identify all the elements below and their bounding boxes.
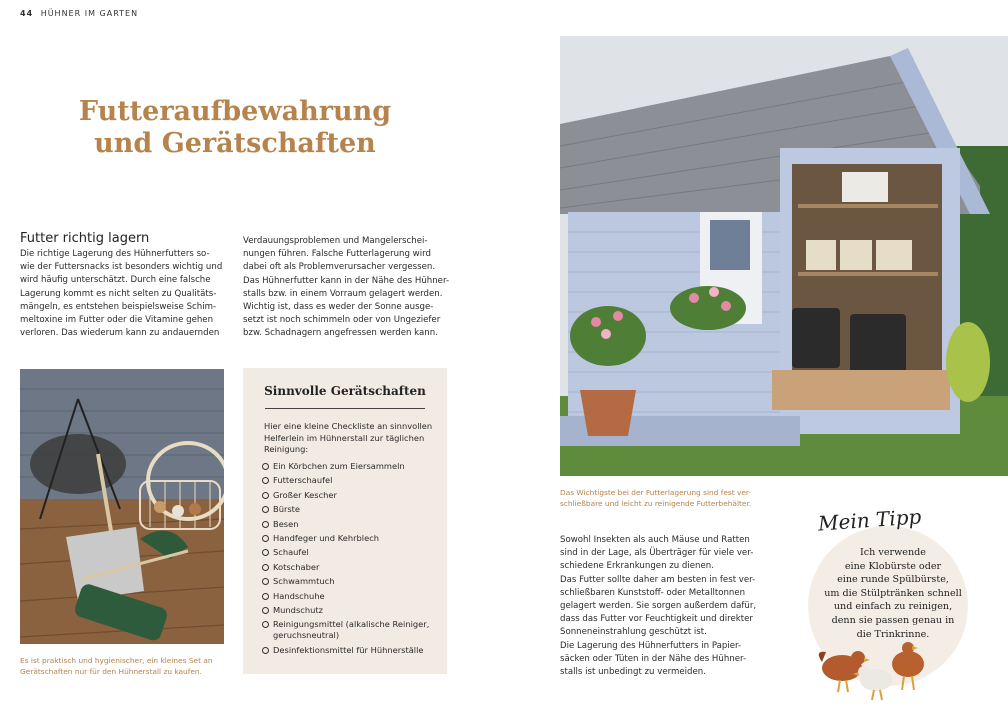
checklist [262,461,429,659]
text-line: wird häufig unterschätzt. Durch eine falsche [20,275,211,286]
tipp-line: Ich verwende [860,547,926,558]
caption-line: Das Wichtigste bei der Futterlagerung sind fest ver- [560,488,752,497]
caption-line: Es ist praktisch und hygienischer, ein kleines Set an [20,656,213,665]
circle-bullet-icon [262,578,269,585]
checklist-item-label: Handfeger und Kehrblech [273,532,380,543]
chickens-illustration [812,640,932,702]
checklist-item-label: Schaufel [273,547,309,558]
tipp-line: die Trinkrinne. [856,628,930,640]
caption-line: schließbare und leicht zu reinigende Futterbehälter. [560,499,752,508]
checklist-item [262,619,429,641]
checklist-item [262,576,429,587]
checklist-item-label: geruchsneutral) [273,630,340,641]
checklist-item [262,591,429,602]
page-number: 44 [20,9,34,18]
tipp-line: denn sie passen genau in [831,614,955,626]
body-column-1 [20,248,230,340]
circle-bullet-icon [262,535,269,542]
checklist-divider [265,408,425,409]
checklist-item-label: Bürste [273,504,301,515]
checklist-item [262,533,429,544]
text-line: Wichtig ist, dass es weder der Sonne ausge- [243,302,434,313]
text-line: stalls ist unbedingt zu vermeiden. [560,667,706,678]
tipp-line: eine Klobürste oder [844,560,942,572]
checklist-item-label: Mundschutz [273,604,323,615]
text-line: verloren. Das wiederum kann zu andauernden [20,328,220,339]
text-line: Das Futter sollte daher am besten in fest ver- [560,574,756,585]
text-line: säcken oder Tüten in der Nähe des Hühner- [560,653,747,664]
intro-line: Helferlein im Hühnerstall zur täglichen [264,432,425,443]
tipp-text [808,546,978,641]
text-line: Lagerung kommt es nicht selten zu Qualitäts- [20,288,217,299]
checklist-item [262,490,429,501]
circle-bullet-icon [262,549,269,556]
text-line: Die richtige Lagerung des Hühnerfutters so- [20,249,210,259]
checklist-item [262,461,429,472]
checklist-item [262,605,429,616]
text-line: Das Hühnerfutter kann in der Nähe des Hühner- [243,275,450,286]
tipp-line: um die Stülptränken schnell [824,587,962,599]
page-title [60,96,410,160]
checklist-title: Sinnvolle Gerätschaften [264,384,426,398]
checklist-item-label: Schwammtuch [273,576,335,587]
text-line: nungen führen. Falsche Futterlagerung wird [243,249,431,260]
running-head-title: HÜHNER IM GARTEN [40,9,139,18]
circle-bullet-icon [262,463,269,470]
text-line: meltoxine im Futter oder die Vitamine gehen [20,315,214,326]
text-line: stalls bzw. in einem Vorraum gelagert werden. [243,288,443,299]
checklist-box [243,368,447,674]
text-line: gelagert werden. Sie sorgen außerdem dafür, [560,601,757,612]
tipp-line: und einfach zu reinigen, [833,601,953,613]
body-column-3 [560,534,775,679]
circle-bullet-icon [262,477,269,484]
checklist-item-label: Besen [273,518,299,529]
text-line: setzt ist noch schimmeln oder von Ungeziefer [243,315,441,326]
text-line: schließbaren Kunststoff- oder Metalltonnen [560,587,746,598]
text-line: dass das Futter vor Feuchtigkeit und direkter [560,614,753,625]
circle-bullet-icon [262,506,269,513]
checklist-item [262,562,429,573]
checklist-item-label: Handschuhe [273,590,325,601]
text-line: Sonneneinstrahlung geschützt ist. [560,627,707,638]
running-head [20,9,138,18]
text-line: wie der Futtersnacks ist besonders wichtig und [20,262,223,273]
text-line: Die Lagerung des Hühnerfutters in Papier- [560,640,742,651]
section-subhead: Futter richtig lagern [20,231,150,246]
tools-photo-caption [20,655,213,677]
checklist-item [262,475,429,486]
title-line-1: Futteraufbewahrung [78,96,392,127]
intro-line: Hier eine kleine Checkliste an sinnvollen [264,421,433,431]
checklist-intro [264,421,432,456]
checklist-item-label: Desinfektionsmittel für Hühnerställe [273,644,424,655]
circle-bullet-icon [262,521,269,528]
body-column-2 [243,235,453,341]
checklist-item-label: Futterschaufel [273,475,333,486]
text-line: Verdauungsproblemen und Mangelerschei- [243,236,428,246]
caption-line: Gerätschaften nur für den Hühnerstall zu kaufen. [20,667,202,676]
circle-bullet-icon [262,593,269,600]
circle-bullet-icon [262,492,269,499]
checklist-item-label: Reinigungsmittel (alkalische Reiniger, [273,619,430,630]
checklist-item-label: Großer Kescher [273,489,337,500]
tools-photo [20,369,224,644]
checklist-item [262,547,429,558]
checklist-item [262,645,429,656]
intro-line: Reinigung: [264,444,309,454]
shed-photo-caption [560,487,751,509]
circle-bullet-icon [262,621,269,628]
shed-photo [560,36,1008,476]
text-line: mängeln, es entstehen beispielsweise Schim- [20,301,217,312]
text-line: Sowohl Insekten als auch Mäuse und Ratten [560,535,750,545]
tipp-line: eine runde Spülbürste, [837,574,949,586]
text-line: schiedene Erkrankungen zu dienen. [560,561,714,572]
checklist-item [262,504,429,515]
checklist-item-label: Ein Körbchen zum Eiersammeln [273,461,405,471]
circle-bullet-icon [262,647,269,654]
text-line: sind in der Lage, als Überträger für viele ver- [560,548,754,559]
circle-bullet-icon [262,607,269,614]
title-line-2: und Gerätschaften [94,128,376,159]
checklist-item [262,519,429,530]
text-line: bzw. Schadnagern angefressen werden kann. [243,328,438,339]
tipp-heading: Mein Tipp [817,504,923,536]
text-line: dabei oft als Problemverursacher vergessen. [243,262,436,273]
checklist-item-label: Kotschaber [273,561,320,572]
circle-bullet-icon [262,564,269,571]
